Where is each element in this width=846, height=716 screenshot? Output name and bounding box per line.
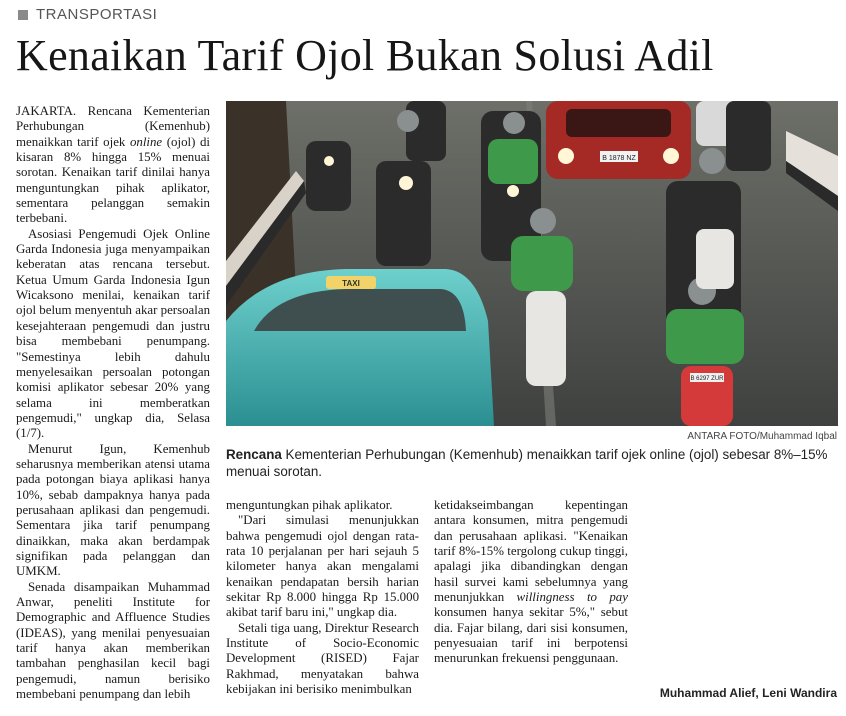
paragraph: "Dari simulasi menunjukkan bahwa pengemudi ojol dengan rata-rata 10 perjalanan per hari sejauh 5 kilometer hanya akan mengalami kenaikan pendapatan bersih harian sekitar Rp 8.000 hingga Rp 15.000 akibat tarif baru ini," ungkap dia. xyxy=(226,513,420,620)
paragraph-continued: ketidakseimbangan kepentingan antara konsumen, mitra pengemudi dan perusahaan aplikasi. "Kenaikan tarif 8%-15% tergolong cukup tinggi, apalagi jika dibandingkan dengan hasil survei kami sebelumnya yang menunjukkan willingness to pay konsumen hanya sekitar 5%," sebut dia. Fajar bilang, dari sisi konsumen, penyesuaian tarif ini berpotensi menurunkan frekuensi penggunaan. xyxy=(434,498,629,666)
article-column-1 xyxy=(16,104,210,702)
byline: Muhammad Alief, Leni Wandira xyxy=(659,686,837,700)
paragraph-2: Asosiasi Pengemudi Ojek Online Garda Indonesia juga menyampaikan keberatan atas rencana tersebut. Ketua Umum Garda Indonesia Igun Wicaksono menilai, kenaikan tarif ojol belum menyentuh akar persoalan kesejahteraan pengemudi dan justru bisa membebani penumpang. "Semestinya lebih dahulu menyelesaikan persoalan potongan komisi aplikator sebesar 20% yang selama ini memberatkan pengemudi," ungkap dia, Selasa (1/7). xyxy=(16,226,211,441)
article-column-2 xyxy=(226,498,419,697)
photo-credit: ANTARA FOTO/Muhammad Iqbal xyxy=(687,431,837,442)
plate-motorcycle: B 6297 ZUR xyxy=(690,376,724,382)
section-marker xyxy=(18,10,28,20)
photo-caption xyxy=(226,446,836,480)
paragraph-1: JAKARTA. Rencana Kementerian Perhubungan (Kemenhub) menaikkan tarif ojek online (ojol) di kisaran 8% hingga 15% menuai sorotan. Kenaikan tarif dinilai hanya menguntungkan pihak aplikator, sementara pelanggan semakin terbebani. xyxy=(16,104,210,226)
plate-red-car: B 1878 NZ xyxy=(602,155,636,162)
caption-text: Kementerian Perhubungan (Kemenhub) menaikkan tarif ojek online (ojol) sebesar 8%–15% menuai sorotan. xyxy=(226,447,828,479)
paragraph-4: Senada disampaikan Muhammad Anwar, peneliti Institute for Demographic and Affluence Studies (IDEAS), yang menilai penyesuaian tarif hanya akan memberikan tambahan penghasilan kecil bagi pengemudi, namun berisiko membebani penumpang dan lebih xyxy=(16,579,210,702)
headline: Kenaikan Tarif Ojol Bukan Solusi Adil xyxy=(16,31,714,80)
paragraph-continued: menguntungkan pihak aplikator. xyxy=(226,498,393,512)
paragraph-3: Menurut Igun, Kemenhub seharusnya memberikan atensi utama pada potongan biaya aplikasi hanya 10%, sebab dampaknya hanya pada perusahaan aplikasi dan pengemudi. Sementara jika tarif penumpang dinaikkan, maka akan berdampak signifikan pada pelanggan dan UMKM. xyxy=(16,441,210,579)
taxi-sign: TAXI xyxy=(342,279,360,288)
paragraph: Setali tiga uang, Direktur Research Institute of Socio-Economic Development (RISED) Fajar Rakhmad, menyatakan bahwa kebijakan ini berisiko menimbulkan xyxy=(226,620,419,697)
caption-lead: Rencana xyxy=(226,447,282,462)
news-photo xyxy=(226,101,838,426)
section-label xyxy=(18,6,157,23)
section-title: TRANSPORTASI xyxy=(36,6,158,23)
article-column-3 xyxy=(434,498,628,667)
